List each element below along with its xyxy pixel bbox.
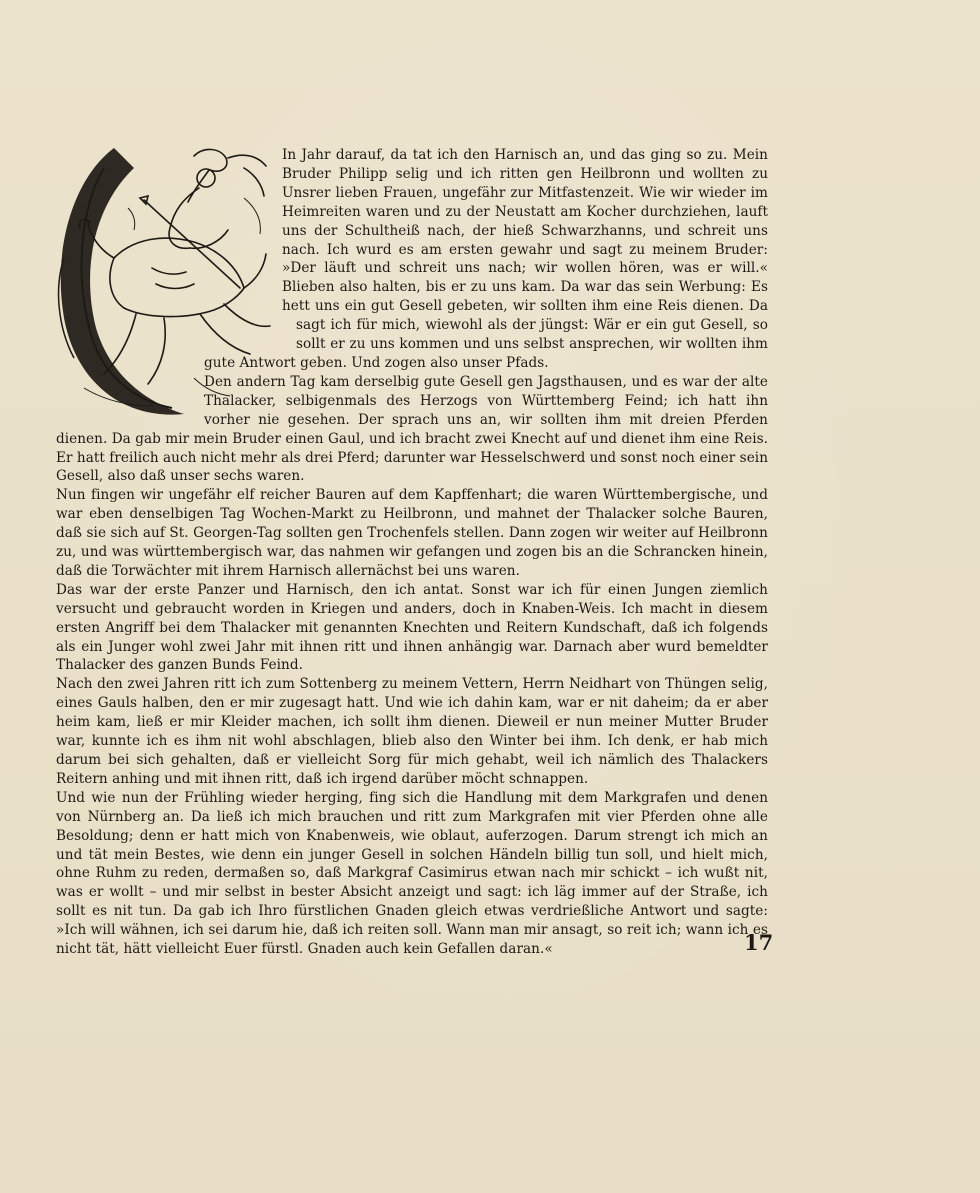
paragraph-4: Das war der erste Panzer und Harnisch, den ich antat. Sonst war ich für einen Jungen ziemlich versucht und gebraucht worden in Kriegen und anders, doch in Knaben-Weis. Ich macht in diesem ersten Angriff bei dem Thalacker mit genannten Knechten und Reitern Kundschaft, daß ich folgends als ein Junger wohl zwei Jahr mit ihnen ritt und ihnen anhängig war. Darnach aber wurd bemeldter Thalacker des ganzen Bunds Feind.: [56, 581, 768, 674]
paragraph-1: In Jahr darauf, da tat ich den Harnisch an, und das ging so zu. Mein Bruder Philipp selig und ich ritten gen Heilbronn und wollten zu Unsrer lieben Frauen, ungefähr zur Mitfastenzeit. Wie wir wieder im Heimreiten waren und zu der Neustatt am Kocher durchziehen, lauft uns der Schultheiß nach, der hieß Schwarzhanns, und schreit uns nach. Ich wurd es am ersten gewahr und sagt zu meinem Bruder: »Der läuft und schreit uns nach; wir wollen hören, was er will.« Blieben also halten, bis er zu uns kam. Da war das sein Werbung: Es hett uns ein gut Gesell gebeten, wir sollten ihm eine Reis dienen. Da sagt ich für mich, wiewohl als der jüngst: Wär er ein gut Gesell, so sollt er zu uns kommen und uns selbst ansprechen, wir wollten ihm gute Antwort geben. Und zogen also unser Pfads.: [204, 147, 768, 371]
page-number: 17: [744, 930, 774, 955]
paragraph-6: Und wie nun der Frühling wieder herging, fing sich die Handlung mit dem Markgrafen und denen von Nürnberg an. Da ließ ich mich brauchen und ritt zum Markgrafen mit vier Pferden ohne alle Besoldung; denn er hatt mich von Knabenweis, wie oblaut, auferzogen. Darum strengt ich mich an und tät mein Bestes, wie denn ein junger Gesell in solchen Händeln billig tun soll, und hielt mich, ohne Ruhm zu reden, dermaßen so, daß Markgraf Casimirus etwan nach mir schickt – ich wußt nit, was er wollt – und mir selbst in bester Absicht anzeigt und sagt: ich läg immer auf der Straße, ich sollt es nit tun. Da gab ich Ihro fürstlichen Gnaden gleich etwas verdrießliche Antwort und sagte: »Ich will wähnen, ich sei darum hie, daß ich reiten soll. Wann man mir ansagt, so reit ich; wann ich es nicht tät, hätt vielleicht Euer fürstl. Gnaden auch kein Gefallen daran.«: [56, 789, 768, 958]
body-text: [56, 146, 768, 959]
paragraph-2: Den andern Tag kam derselbig gute Gesell gen Jagsthausen, und es war der alte Thalacker, selbigenmals des Herzogs von Württemberg Feind; ich hatt ihn vorher nie gesehen. Der sprach uns an, wir sollten ihm mit dreien Pferden dienen. Da gab mir mein Bruder einen Gaul, und ich bracht zwei Knecht auf und dienet ihm eine Reis. Er hatt freilich auch nicht mehr als drei Pferd; darunter war Hesselschwerd und sonst noch einer sein Gesell, also daß unser sechs waren.: [56, 373, 768, 485]
paragraph-5: Nach den zwei Jahren ritt ich zum Sottenberg zu meinem Vettern, Herrn Neidhart von Thüngen selig, eines Gauls halben, den er mir zugesagt hatt. Und wie ich dahin kam, war er nit daheim; da er aber heim kam, ließ er mir Kleider machen, ich sollt ihm dienen. Dieweil er nun meiner Mutter Bruder war, kunnte ich es ihm nit wohl abschlagen, blieb also den Winter bei ihm. Ich denk, er hab mich darum bei sich gehalten, daß er vielleicht Sorg für mich gehabt, weil ich nämlich des Thalackers Reitern anhing und mit ihnen ritt, daß ich irgend darüber möcht schnappen.: [56, 676, 768, 787]
paragraph-3: Nun fingen wir ungefähr elf reicher Bauren auf dem Kapffenhart; die waren Württembergische, und war eben denselbigen Tag Wochen-Markt zu Heilbronn, und mahnet der Thalacker solche Bauren, daß sie sich auf St. Georgen-Tag sollten gen Trochenfels stellen. Dann zogen wir weiter auf Heilbronn zu, und was württembergisch war, das nahmen wir gefangen und zogen bis an die Schrancken hinein, daß die Torwächter mit ihrem Harnisch allernächst bei uns waren.: [56, 487, 768, 579]
